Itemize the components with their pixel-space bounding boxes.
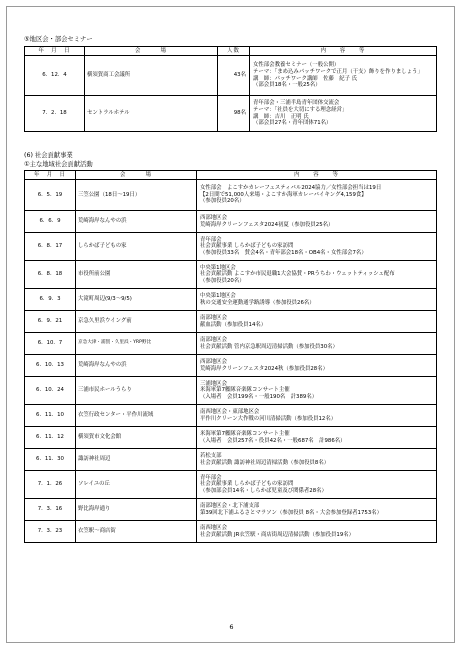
contribution-section-heading: (6) 社会貢献事業: [24, 152, 73, 159]
row-date: 6．6．9: [25, 211, 76, 233]
row-details: [197, 521, 437, 543]
contribution-row: [25, 289, 437, 311]
row-date: 6．11．10: [25, 405, 76, 427]
row-details: [197, 499, 437, 521]
row-venue: 諏訪神社周辺: [76, 449, 197, 471]
row-details: [197, 211, 437, 233]
detail-line: テーマ：「社員を大切にする理念経営」: [253, 106, 348, 113]
contribution-row: [25, 261, 437, 289]
row-details: [197, 311, 437, 333]
detail-line: 米海軍第7艦隊音楽隊コンサート主催: [200, 430, 290, 437]
detail-line: 三浦地区会: [200, 380, 227, 387]
row-venue: ソレイユの丘: [76, 471, 197, 499]
detail-line: （部会員18名・一般25名）: [253, 82, 321, 89]
row-date: 7．3．23: [25, 521, 76, 543]
detail-line: （参加役員20名）: [200, 277, 245, 284]
contribution-row: [25, 471, 437, 499]
detail-line: 平作川クリーン大作戦の河川清掃活動（参加役員12名）: [200, 415, 337, 422]
contribution-row: [25, 499, 437, 521]
contribution-row: [25, 521, 437, 543]
row-date: 6．10．7: [25, 333, 76, 355]
detail-line: 南部地区会: [200, 336, 227, 343]
contribution-row: [25, 333, 437, 355]
row-venue: 大滝町周辺(9/3～9/5): [76, 289, 197, 311]
detail-line: 若松支部: [200, 452, 222, 459]
seminar-row: [25, 56, 437, 96]
contribution-table: [24, 170, 437, 543]
row-venue: 横須賀商工会議所: [85, 56, 218, 96]
row-details: [197, 233, 437, 261]
detail-line: 中央第1地区会: [200, 292, 236, 299]
contribution-header-row: [25, 171, 437, 180]
header-count: 人数: [218, 47, 250, 56]
detail-line: （参加部会員14名・しらかば児童及び関係者28名）: [200, 487, 327, 494]
row-date: 6．10．13: [25, 355, 76, 377]
header-date: 年 月 日: [25, 171, 76, 180]
detail-line: 第39回北下浦ふるさとマラソン（参加役員 8名・大会参加登録者1753名）: [200, 509, 383, 516]
row-venue: セントラルホテル: [85, 96, 218, 132]
detail-line: 女性部会 よこすかカレーフェスティバル2024協力／女性部会担当は19日: [200, 185, 382, 192]
row-date: 6．8．18: [25, 261, 76, 289]
row-details: [197, 333, 437, 355]
contribution-row: [25, 233, 437, 261]
row-venue: 荒崎海岸なんやの浜: [76, 355, 197, 377]
row-details: [197, 180, 437, 211]
detail-line: 青年部会・三浦半島青年団体交流会: [253, 100, 340, 107]
contribution-row: [25, 355, 437, 377]
detail-line: 荒崎海岸クリーンフェスタ2024秋（参加役員28名）: [200, 365, 329, 372]
row-date: 7．3．16: [25, 499, 76, 521]
detail-line: 女性部会教養セミナー（一般公開）: [253, 62, 340, 69]
contribution-row: [25, 180, 437, 211]
detail-line: 秋の交通安全運動通学路誘導（参加役員26名）: [200, 299, 315, 306]
detail-line: （参加役員33名 賛会4名・青年部会18名・OB4名・女性部会7名）: [200, 249, 367, 256]
row-date: 7．1．26: [25, 471, 76, 499]
contribution-row: [25, 377, 437, 405]
contribution-subheading: ①主な地域社会貢献活動: [24, 161, 93, 168]
contribution-row: [25, 211, 437, 233]
row-date: 6．12．4: [25, 56, 85, 96]
row-venue: 衣笠駅～商店街: [76, 521, 197, 543]
detail-line: 西部地区会: [200, 358, 227, 365]
row-details: [197, 427, 437, 449]
detail-line: 献血活動（参加役員14名）: [200, 321, 267, 328]
detail-line: 南西地区会: [200, 524, 227, 531]
detail-line: テーマ：「まめ込みパッチワークで正月（干支）飾りを作りましょう」: [253, 68, 423, 75]
row-date: 6．9．3: [25, 289, 76, 311]
row-date: 6．8．17: [25, 233, 76, 261]
row-date: 6．10．24: [25, 377, 76, 405]
contribution-row: [25, 405, 437, 427]
detail-line: （部会員27名・青年団体71名）: [253, 120, 332, 127]
row-venue: 市役所前公園: [76, 261, 197, 289]
detail-line: 【2日間で51,000人来場・よこすか海軍カレーバイキング4,159食】: [200, 191, 367, 198]
row-venue: 三笠公園（18日～19日）: [76, 180, 197, 211]
row-venue: 三浦市民ホールうらり: [76, 377, 197, 405]
row-venue: 京急大津・浦賀・久里浜・YRP野比: [76, 333, 197, 355]
row-details: [250, 56, 437, 96]
header-venue: 会 場: [76, 171, 197, 180]
detail-line: 講 師：パッチワーク講師 佐藤 紀子 氏: [253, 75, 358, 82]
row-venue: 荒崎海岸なんやの浜: [76, 211, 197, 233]
row-details: [197, 377, 437, 405]
contribution-row: [25, 427, 437, 449]
detail-line: 西部地区会: [200, 214, 227, 221]
detail-line: 青年部会: [200, 236, 222, 243]
detail-line: 南部地区会: [200, 314, 227, 321]
detail-line: 社会貢献活動 よこすか市民退職1大会協賛・PRうちわ・ウェットティッシュ配布: [200, 271, 395, 278]
row-date: 6．5．19: [25, 180, 76, 211]
row-details: [197, 471, 437, 499]
seminar-section-heading: ⑤地区会・部会セミナー: [24, 36, 93, 43]
detail-line: （参加役員20名）: [200, 198, 245, 205]
detail-line: （入場者 会員199名・一般190名 計389名）: [200, 393, 318, 400]
detail-line: 南部地区会・北下浦支部: [200, 502, 260, 509]
header-details: 内 容 等: [250, 47, 437, 56]
row-details: [250, 96, 437, 132]
detail-line: 南西地区会・東部地区会: [200, 408, 260, 415]
header-venue: 会 場: [85, 47, 218, 56]
detail-line: （入場者 会員257名・役員42名・一般687名 計986名）: [200, 437, 346, 444]
page-number: 6: [229, 623, 234, 631]
row-count: 43名: [218, 56, 250, 96]
row-details: [197, 449, 437, 471]
row-date: 7．2．18: [25, 96, 85, 132]
contribution-row: [25, 311, 437, 333]
row-date: 6．11．30: [25, 449, 76, 471]
detail-line: 社会貢献活動 JR衣笠駅・商店街周辺清掃活動（参加役員19名）: [200, 531, 355, 538]
row-venue: 京急久里浜ウイング前: [76, 311, 197, 333]
seminar-header-row: [25, 47, 437, 56]
detail-line: 社会貢献事業 しらかば子どもの家訪問: [200, 243, 294, 250]
row-count: 98名: [218, 96, 250, 132]
detail-line: 中央第1地区会: [200, 264, 236, 271]
row-date: 6．9．21: [25, 311, 76, 333]
seminar-table: [24, 46, 437, 132]
row-details: [197, 405, 437, 427]
seminar-row: [25, 96, 437, 132]
row-venue: 野比海岸通り: [76, 499, 197, 521]
contribution-row: [25, 449, 437, 471]
row-venue: 横須賀市文化会館: [76, 427, 197, 449]
row-details: [197, 261, 437, 289]
row-venue: 衣笠行政センター・平作川流域: [76, 405, 197, 427]
row-details: [197, 355, 437, 377]
detail-line: 青年部会: [200, 474, 222, 481]
header-details: 内 容 等: [197, 171, 437, 180]
detail-line: 社会貢献活動 諏訪神社周辺清掃活動（参加役員8名）: [200, 459, 330, 466]
row-venue: しらかば子どもの家: [76, 233, 197, 261]
header-date: 年 月 日: [25, 47, 85, 56]
row-details: [197, 289, 437, 311]
detail-line: 講 師：吉川 正明 氏: [253, 113, 309, 120]
row-date: 6．11．12: [25, 427, 76, 449]
detail-line: 荒崎海岸クリーンフェスタ2024初夏（参加役員25名）: [200, 221, 334, 228]
detail-line: 社会貢献活動 管内京急駅周辺清掃活動（参加役員30名）: [200, 343, 338, 350]
detail-line: 社会貢献事業 しらかば子どもの家訪問: [200, 481, 294, 488]
detail-line: 米海軍第7艦隊音楽隊コンサート主催: [200, 387, 290, 394]
